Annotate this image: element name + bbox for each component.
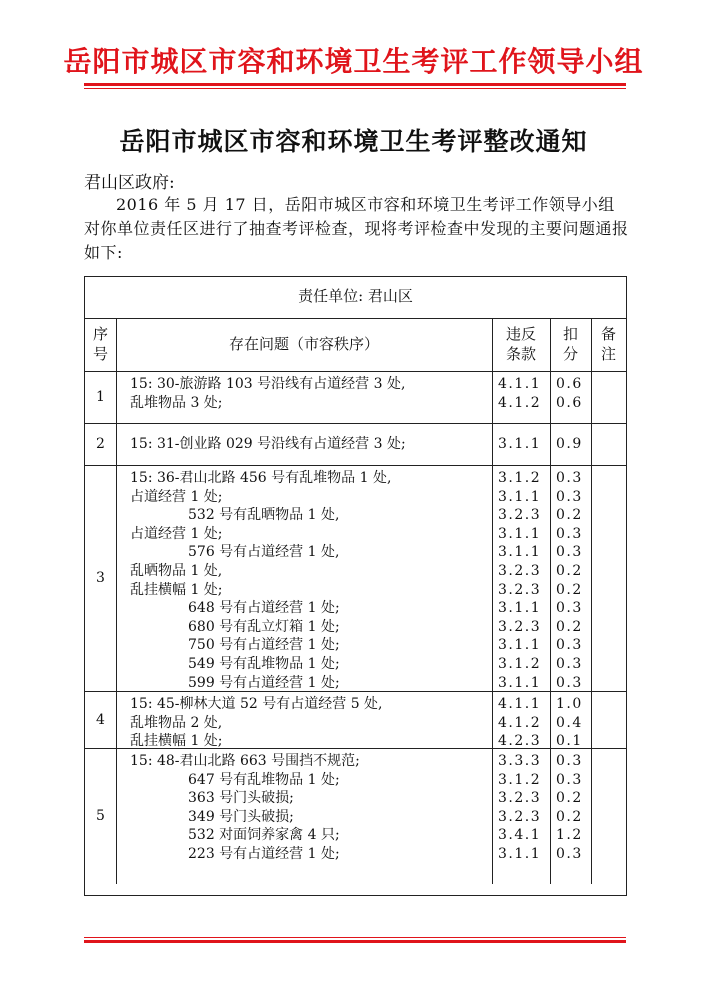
deduct-points: 0.3 (556, 771, 583, 788)
footer-rule-thick (84, 940, 626, 943)
issue-text: 15: 36-君山北路 456 号有乱堆物品 1 处, (130, 470, 392, 486)
rule-clause: 3.1.1 (498, 436, 542, 452)
issue-text: 15: 30-旅游路 103 号沿线有占道经营 3 处, (130, 376, 406, 392)
rule-clause: 3.3.3 (498, 753, 542, 769)
deduct-points: 0.3 (556, 600, 583, 617)
rule-clause: 4.1.1 (498, 376, 542, 392)
table-column-rule (550, 318, 551, 884)
header-no: 序 号 (92, 325, 108, 363)
table-rule (85, 423, 626, 424)
footer-rule-thin (84, 937, 626, 938)
issue-text: 549 号有乱堆物品 1 处; (188, 656, 340, 672)
rule-clause: 4.1.2 (498, 394, 542, 411)
deduct-points: 0.2 (556, 581, 583, 598)
rule-clause: 3.1.1 (498, 674, 542, 691)
header-rule: 违反 条款 (505, 325, 536, 363)
issue-text: 乱挂横幅 1 处; (130, 733, 223, 750)
header-issue: 存在问题（市容秩序） (228, 335, 379, 353)
rule-clause: 3.2.3 (498, 581, 542, 598)
row-number: 2 (96, 436, 105, 452)
deduct-points: 0.3 (556, 525, 583, 542)
deduct-points: 0.2 (556, 563, 583, 579)
deduct-points: 0.3 (556, 470, 583, 486)
header-rule-thick (84, 83, 626, 86)
issue-text: 363 号门头破损; (188, 790, 294, 807)
issue-text: 680 号有乱立灯箱 1 处; (188, 618, 340, 635)
row-number: 5 (96, 808, 105, 824)
deduct-points: 0.3 (556, 488, 583, 505)
issue-text: 532 对面饲养家禽 4 只; (188, 827, 340, 844)
table-rule (85, 371, 626, 372)
deduct-points: 0.3 (556, 544, 583, 561)
table-column-rule (591, 318, 592, 884)
issue-text: 576 号有占道经营 1 处, (188, 544, 340, 561)
issue-text: 532 号有乱晒物品 1 处, (188, 507, 340, 524)
rule-clause: 3.1.1 (498, 637, 542, 654)
table-rule (85, 465, 626, 466)
unit-row: 责任单位: 君山区 (298, 287, 413, 305)
rule-clause: 3.2.3 (498, 618, 542, 635)
deduct-points: 0.2 (556, 618, 583, 635)
header-rule-thin (84, 88, 626, 89)
issue-text: 648 号有占道经营 1 处; (188, 600, 340, 617)
table-rule (85, 691, 626, 692)
rule-clause: 3.1.2 (498, 656, 542, 672)
rule-clause: 3.2.3 (498, 563, 542, 579)
header-deduct: 扣 分 (562, 325, 578, 363)
deduct-points: 0.2 (556, 507, 583, 524)
org-header: 岳阳市城区市容和环境卫生考评工作领导小组 (63, 45, 644, 78)
deduct-points: 0.3 (556, 846, 583, 862)
issue-text: 乱挂横幅 1 处; (130, 581, 223, 598)
intro-paragraph: 2016 年 5 月 17 日，岳阳市城区市容和环境卫生考评工作领导小组对你单位责任区进行了抽查考评检查，现将考评检查中发现的主要问题通报如下: (84, 195, 629, 262)
deduct-points: 0.6 (556, 376, 583, 392)
deduct-points: 0.6 (556, 394, 583, 411)
issue-text: 占道经营 1 处; (130, 525, 223, 542)
deduct-points: 0.1 (556, 733, 583, 750)
row-number: 3 (96, 570, 105, 586)
deduct-points: 0.3 (556, 656, 583, 672)
table-rule (85, 318, 626, 319)
deduct-points: 0.2 (556, 808, 583, 825)
issue-text: 乱堆物品 2 处, (130, 714, 223, 731)
issue-text: 15: 31-创业路 029 号沿线有占道经营 3 处; (130, 436, 406, 452)
deduct-points: 1.0 (556, 696, 583, 712)
addressee: 君山区政府: (84, 173, 175, 193)
table-column-rule (492, 318, 493, 884)
issue-text: 占道经营 1 处; (130, 488, 223, 505)
rule-clause: 3.1.1 (498, 488, 542, 505)
deduct-points: 0.3 (556, 637, 583, 654)
rule-clause: 4.2.3 (498, 733, 542, 750)
row-number: 1 (96, 389, 105, 405)
rule-clause: 3.1.1 (498, 600, 542, 617)
issue-text: 15: 48-君山北路 663 号围挡不规范; (130, 753, 360, 769)
rule-clause: 3.1.2 (498, 470, 542, 486)
deduct-points: 0.3 (556, 674, 583, 691)
deduct-points: 1.2 (556, 827, 583, 844)
document-title: 岳阳市城区市容和环境卫生考评整改通知 (119, 127, 588, 156)
issue-text: 乱堆物品 3 处; (130, 394, 223, 411)
rule-clause: 3.1.1 (498, 544, 542, 561)
issue-text: 15: 45-柳林大道 52 号有占道经营 5 处, (130, 696, 383, 712)
issue-text: 647 号有乱堆物品 1 处; (188, 771, 340, 788)
rule-clause: 3.2.3 (498, 808, 542, 825)
issue-text: 750 号有占道经营 1 处; (188, 637, 340, 654)
table-column-rule (116, 318, 117, 884)
row-number: 4 (96, 711, 105, 728)
issues-table (84, 276, 627, 896)
rule-clause: 3.2.3 (498, 790, 542, 807)
deduct-points: 0.9 (556, 436, 583, 452)
rule-clause: 3.4.1 (498, 827, 542, 844)
issue-text: 223 号有占道经营 1 处; (188, 846, 340, 862)
issue-text: 599 号有占道经营 1 处; (188, 674, 340, 691)
header-remark: 备 注 (600, 325, 616, 363)
deduct-points: 0.3 (556, 753, 583, 769)
rule-clause: 4.1.1 (498, 696, 542, 712)
deduct-points: 0.2 (556, 790, 583, 807)
issue-text: 乱晒物品 1 处, (130, 563, 223, 579)
issue-text: 349 号门头破损; (188, 808, 294, 825)
rule-clause: 3.2.3 (498, 507, 542, 524)
deduct-points: 0.4 (556, 714, 583, 731)
rule-clause: 3.1.2 (498, 771, 542, 788)
rule-clause: 3.1.1 (498, 525, 542, 542)
rule-clause: 3.1.1 (498, 846, 542, 862)
rule-clause: 4.1.2 (498, 714, 542, 731)
